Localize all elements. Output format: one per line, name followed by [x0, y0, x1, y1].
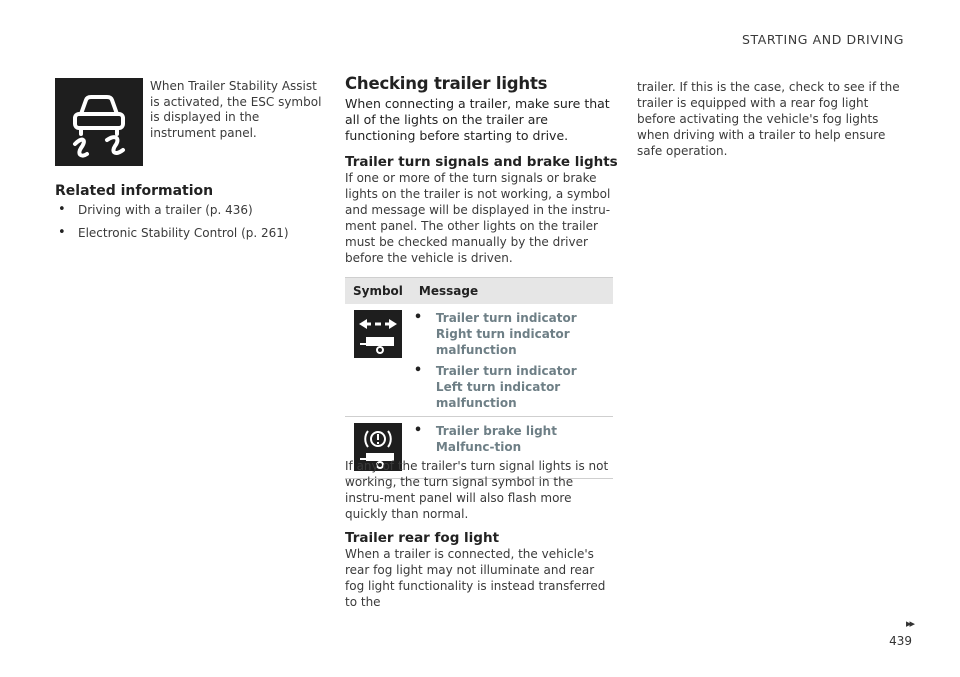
related-information-heading: Related information: [55, 183, 214, 199]
turn-signals-body: If one or more of the turn signals or brake lights on the trailer is not working, a symbol and message will be displayed in the instru-ment panel. The other lights on the trailer must be checked manually by the driver before the vehicle is driven.: [345, 171, 611, 265]
running-header: STARTING AND DRIVING: [741, 32, 904, 47]
rear-fog-body: When a trailer is connected, the vehicle's rear fog light may not illuminate and rear fog light functionality is instead transferred to the: [345, 547, 606, 609]
table-row: [345, 304, 613, 417]
trailer-turn-indicator-icon: [354, 310, 402, 358]
related-information-list: [55, 203, 289, 249]
continued-icon: ▸▸: [905, 617, 913, 630]
message-turn-left: • Trailer turn indicator Left turn indicator malfunction: [411, 363, 605, 411]
table-header-symbol: Symbol: [345, 278, 411, 305]
message-brake-light: • Trailer brake light Malfunc-tion: [411, 423, 605, 455]
table-header-message: Message: [411, 278, 613, 305]
section-intro: When connecting a trailer, make sure that all of the lights on the trailer are functioning before starting to drive.: [345, 96, 610, 143]
message-turn-right: • Trailer turn indicator Right turn indicator malfunction: [411, 310, 605, 358]
esc-caption: When Trailer Stability Assist is activated, the ESC symbol is displayed in the instrument panel.: [150, 79, 322, 140]
turn-signals-heading: Trailer turn signals and brake lights: [345, 154, 618, 170]
page-number: 439: [889, 634, 912, 648]
rear-fog-heading: Trailer rear fog light: [345, 530, 500, 546]
esc-skid-car-icon: [55, 78, 143, 166]
section-title: Checking trailer lights: [345, 74, 548, 93]
related-link-esc[interactable]: • Electronic Stability Control (p. 261): [55, 226, 289, 241]
rear-fog-continued: trailer. If this is the case, check to see if the trailer is equipped with a rear fog light before activating the vehicle's fog lights when driving with a trailer to help ensure safe operation.: [637, 80, 900, 158]
symbol-message-table: [345, 277, 613, 479]
after-table-body: If any of the trailer's turn signal lights is not working, the turn signal symbol in the instru-ment panel will also flash more quickly than normal.: [345, 459, 609, 521]
related-link-driving-with-trailer[interactable]: • Driving with a trailer (p. 436): [55, 203, 289, 218]
